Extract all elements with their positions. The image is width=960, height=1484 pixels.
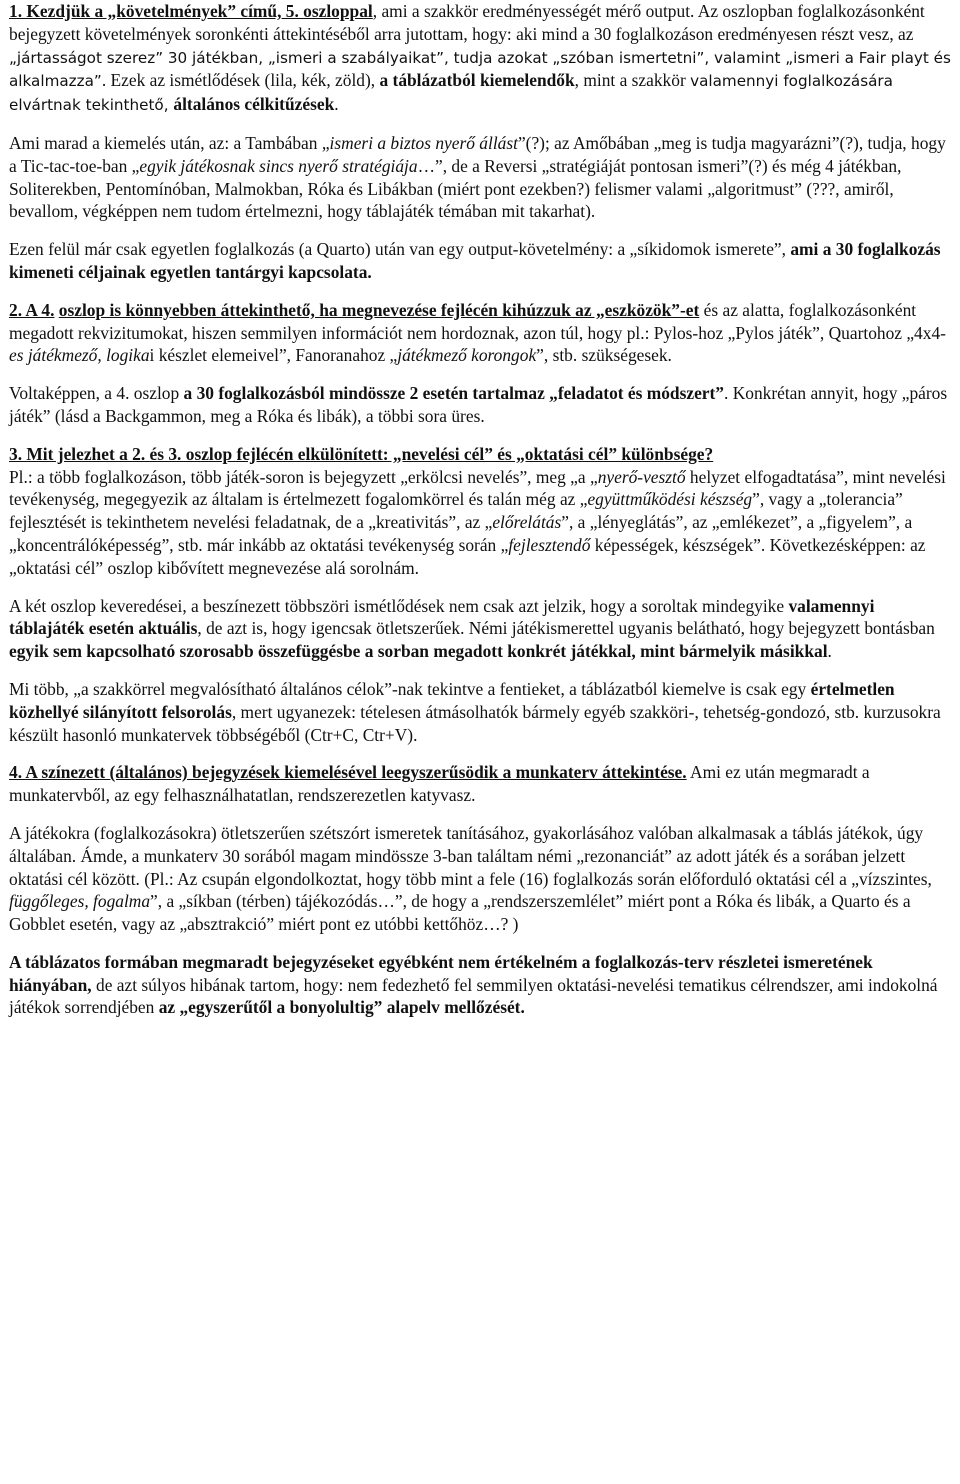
section-1-heading: 1. Kezdjük a „követelmények” című, 5. oszloppal	[9, 1, 373, 21]
section-2-heading: oszlop is könnyebben áttekinthető, ha megnevezése fejlécén kihúzzuk az „eszközök”-et	[58, 299, 700, 320]
section-2-heading-number: 2. A 4.	[9, 299, 55, 320]
section-3-general-goals-paragraph: Mi több, „a szakkörrel megvalósítható általános célok”-nak tekintve a fentieket, a táblázatból kiemelve is csak egy értelmetlen közhellyé silányított felsorolás, mert ugyanezek: tételesen átmásolhatók bármely egyéb szakköri-, tehetség-gondozó, stb. kurzusokra készült hasonló munkatervek többségéből (Ctr+C, Ctr+V).	[9, 678, 941, 745]
section-2-paragraph: 2. A 4. oszlop is könnyebben áttekinthető, ha megnevezése fejlécén kihúzzuk az „eszközök”-et és az alatta, foglalkozásonként megadott rekvizitumokat, hiszen semmilyen információt nem hordoznak, azon túl, hogy pl.: Pylos-hoz „Pylos játék”, Quartohoz „4x4-es játékmező, logikai készlet elemeivel”, Fanoranahoz „játékmező korongok”, stb. szükségesek.	[9, 299, 946, 366]
section-3-mixing-paragraph: A két oszlop keveredései, a beszínezett többszöri ismétlődések nem csak azt jelzik, hogy a soroltak mindegyike valamennyi táblajáték esetén aktuális, de azt is, hogy igencsak ötletszerűek. Némi játékismerettel ugyanis belátható, hogy bejegyzett bontásban egyik sem kapcsolható szorosabb összefüggésbe a sorban megadott konkrét játékkal, mint bármelyik másikkal.	[9, 595, 935, 662]
section-4-conclusion-paragraph: A táblázatos formában megmaradt bejegyzéseket egyébként nem értékelném a foglalkozás-terv részletei ismeretének hiányában, de azt súlyos hibának tartom, hogy: nem fedezhető fel semmilyen oktatási-nevelési tematikus célrendszer, ami indokolná játékok sorrendjében az „egyszerűtől a bonyolultig” alapelv mellőzését.	[9, 951, 938, 1018]
section-3-heading: 3. Mit jelezhet a 2. és 3. oszlop fejlécén elkülönített: „nevelési cél” és „oktatási cél” különbsége?	[9, 443, 714, 464]
section-4-heading: 4. A színezett (általános) bejegyzések kiemelésével leegyszerűsödik a munkaterv áttekintése.	[9, 762, 687, 783]
section-4-games-paragraph: A játékokra (foglalkozásokra) ötletszerűen szétszórt ismeretek tanításához, gyakorlásához valóban alkalmasak a táblás játékok, úgy általában. Ámde, a munkaterv 30 sorából magam mindössze 3-ban találtam némi „rezonanciát” az adott játék és a sorában jelzett oktatási cél között. (Pl.: Az csupán elgondolkoztat, hogy több mint a fele (16) foglalkozás során előforduló oktatási cél a „vízszintes, függőleges, fogalma”, a „síkban (térben) tájékozódás…”, de hogy a „rendszerszemlélet” miért pont a Róka és libák, a Quarto és a Gobblet esetén, vagy az „absztrakció” miért pont ez utóbbi kettőhöz…? )	[9, 822, 932, 935]
section-1-remaining-paragraph: Ami marad a kiemelés után, az: a Tambában „ismeri a biztos nyerő állást”(?); az Amőbában „meg is tudja magyarázni”(?), tudja, hogy a Tic-tac-toe-ban „egyik játékosnak sincs nyerő stratégiája…”, de a Reversi „stratégiáját pontosan ismeri”(?) és még 4 játékban, Soliterekben, Pentomínóban, Malmokban, Róka és Libákban (miért pont ezekben?) felismer valami „algoritmust” (???, amiről, bevallom, végképpen nem tudom értelmezni, hogy táblajáték témában mit takarhat).	[9, 132, 946, 222]
section-3-paragraph: 3. Mit jelezhet a 2. és 3. oszlop fejlécén elkülönített: „nevelési cél” és „oktatási cél” különbsége? Pl.: a több foglalkozáson, több játék-soron is bejegyzett „erkölcsi nevelés”, meg „a „nyerő-vesztő helyzet elfogadtatása”, mint nevelési tevékenység, megegyezik az általam is értelmezett fogalomkörrel és talán még az „együttműködési készség”, vagy a „tolerancia” fejlesztését is tekinthetem nevelési feladatnak, de a „kreativitás”, az „előrelátás”, a „lényeglátás”, az „emlékezet”, a „figyelem”, a „koncentrálóképesség”, stb. már inkább az oktatási tevékenység során „fejlesztendő képességek, készségek”. Következésképpen: az „oktatási cél” oszlop kibővített megnevezése alá sorolnám.	[9, 443, 946, 578]
section-1-paragraph: 1. Kezdjük a „követelmények” című, 5. oszloppal, ami a szakkör eredményességét mérő output. Az oszlopban foglalkozásonként bejegyzett követelmények soronkénti áttekintéséből arra jutottam, hogy: aki mind a 30 foglalkozáson eredményesen részt vesz, az „jártasságot szerez” 30 játékban, „ismeri a szabályaikat”, tudja azokat „szóban ismertetni”, valamint „ismeri a Fair playt és alkalmazza”. Ezek az ismétlődések (lila, kék, zöld), a táblázatból kiemelendők, mint a szakkör valamennyi foglalkozására elvártnak tekinthető, általános célkitűzések.	[9, 1, 951, 115]
section-4-paragraph: 4. A színezett (általános) bejegyzések kiemelésével leegyszerűsödik a munkaterv áttekintése. Ami ez után megmaradt a munkatervből, az egy felhasználhatatlan, rendszerezetlen katyvasz.	[9, 762, 870, 806]
section-2-summary-paragraph: Voltaképpen, a 4. oszlop a 30 foglalkozásból mindössze 2 esetén tartalmaz „feladatot és módszert”. Konkrétan annyit, hogy „páros játék” (lásd a Backgammon, meg a Róka és libák), a többi sora üres.	[9, 383, 948, 426]
section-1-quarto-paragraph: Ezen felül már csak egyetlen foglalkozás (a Quarto) után van egy output-követelmény: a „síkidomok ismerete”, ami a 30 foglalkozás kimeneti céljainak egyetlen tantárgyi kapcsolata.	[9, 239, 941, 282]
